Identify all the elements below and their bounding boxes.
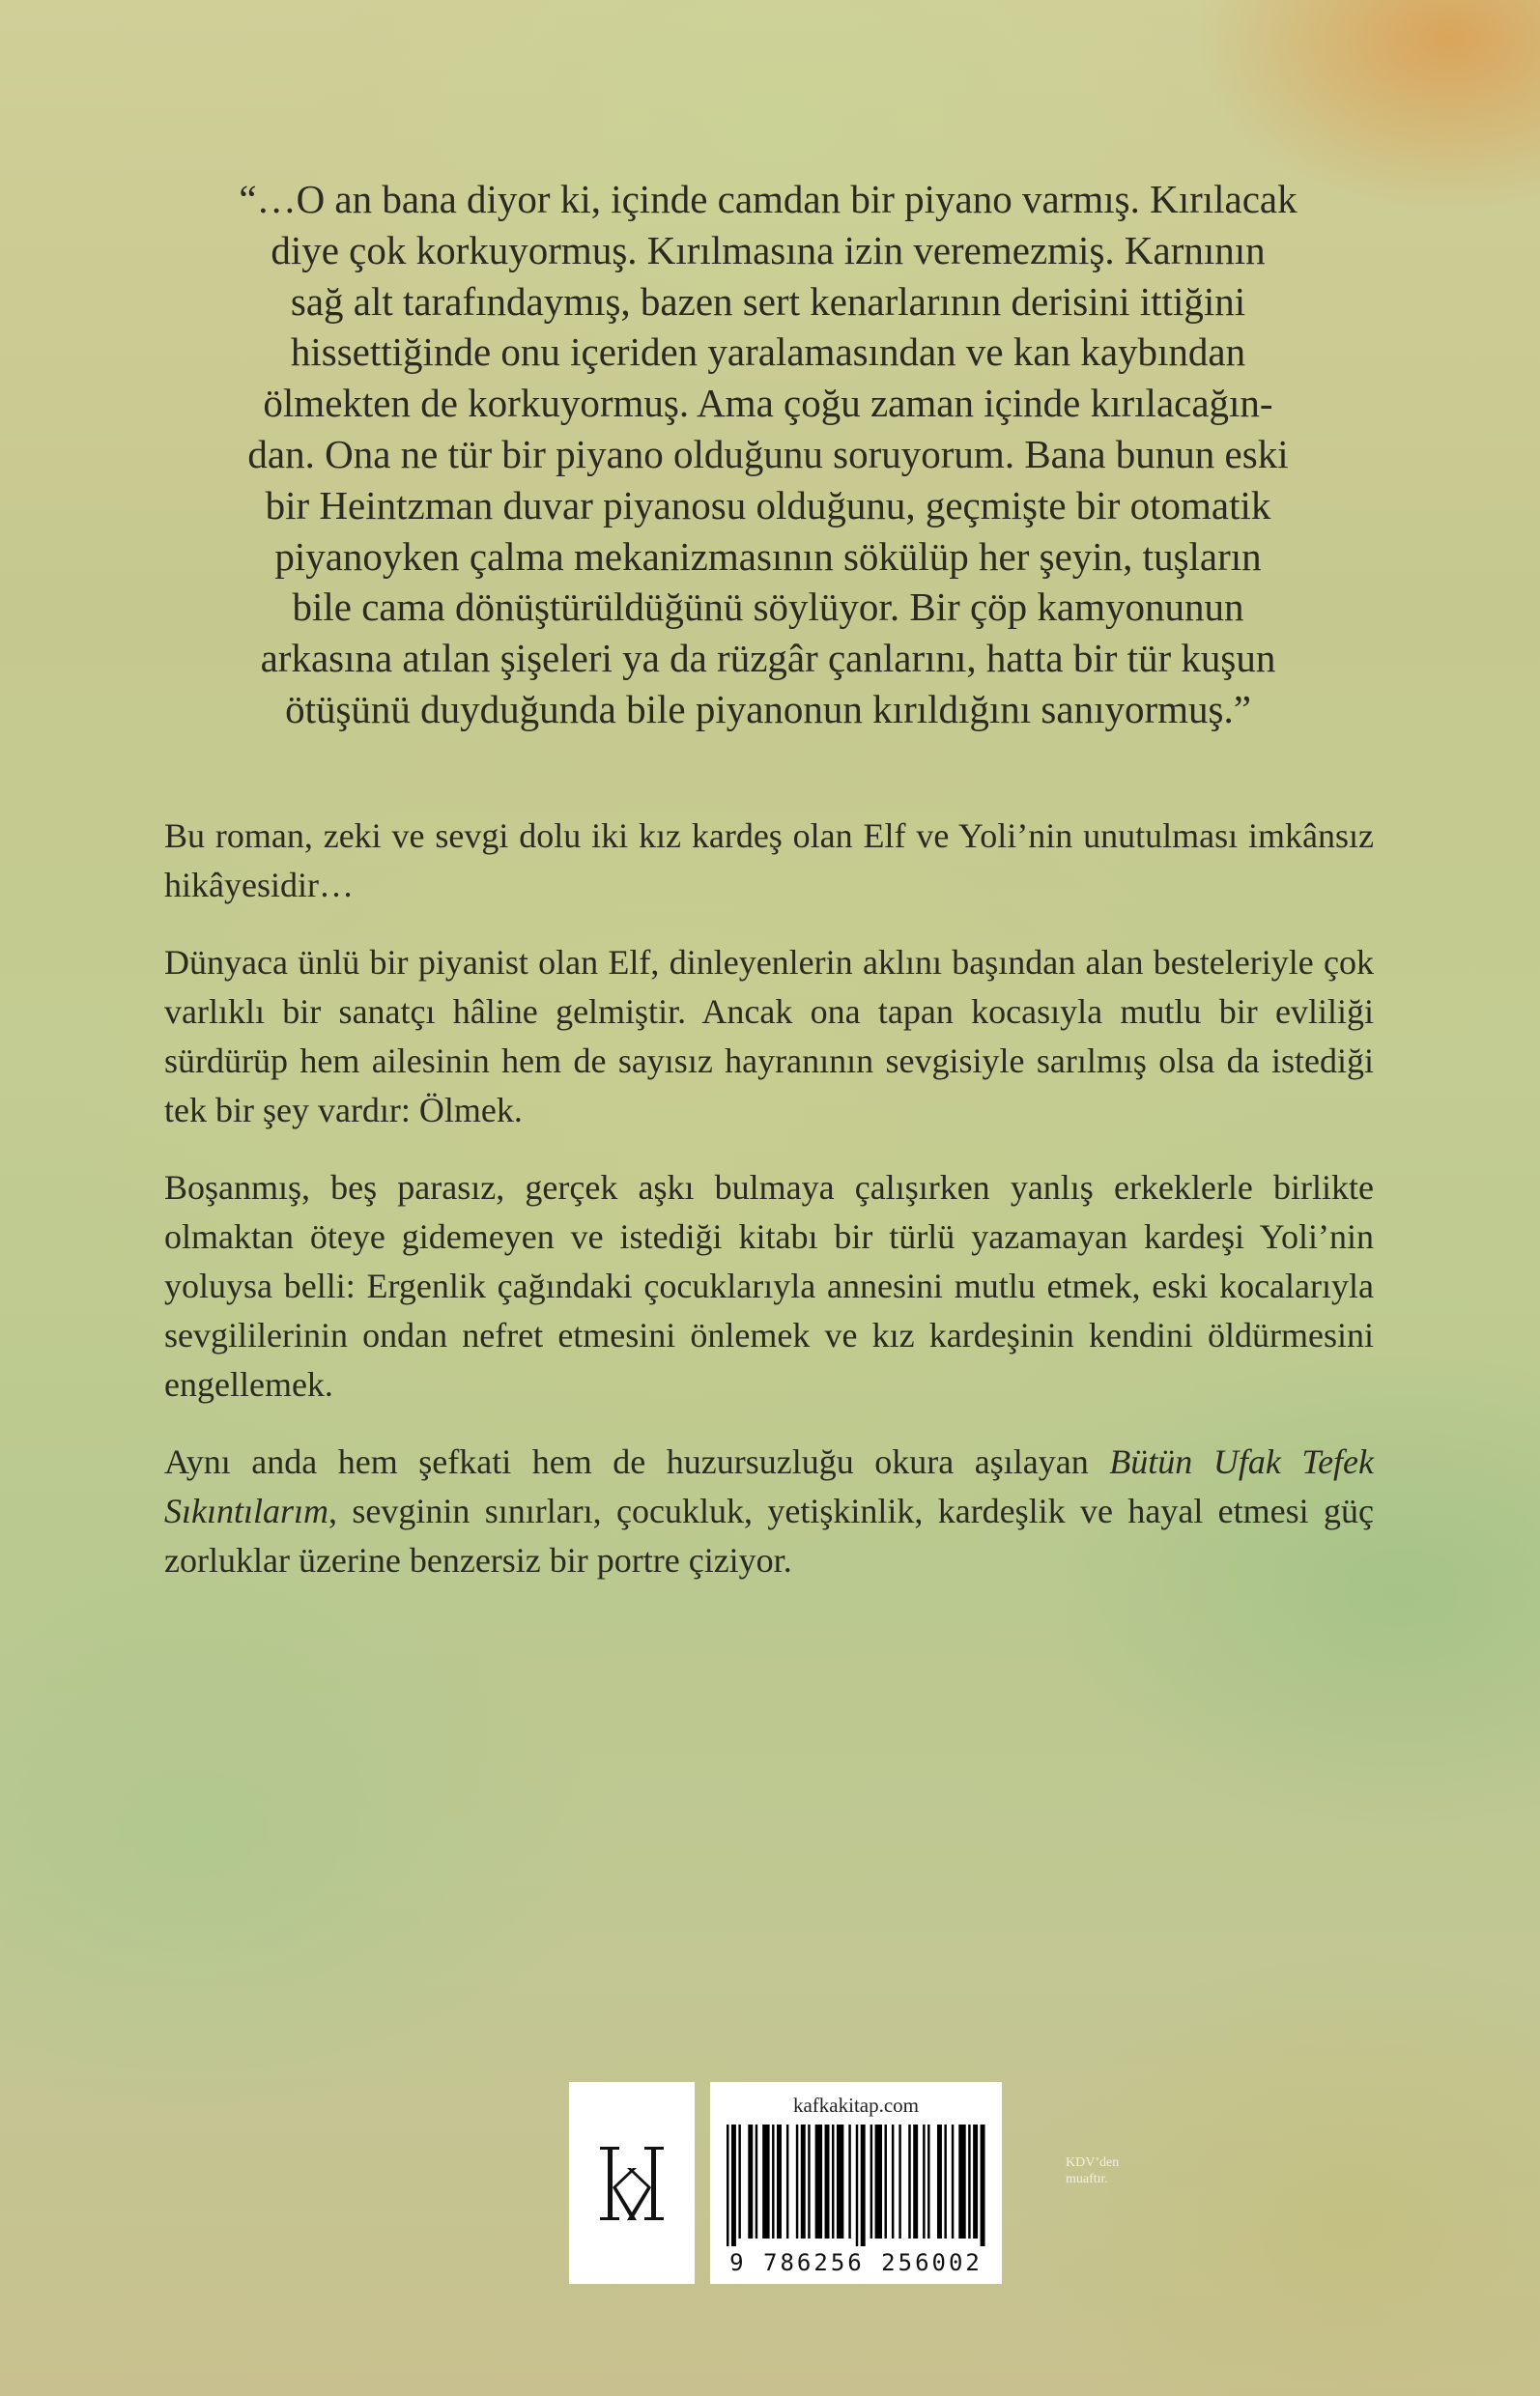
quote-line: diye çok korkuyormuş. Kırılmasına izin veremezmiş. Karnının [271, 227, 1266, 272]
barcode-bar [756, 2125, 757, 2239]
publisher-website: kafkakitap.com [792, 2094, 920, 2117]
barcode-bars [727, 2125, 987, 2246]
description-paragraph-4 [164, 1438, 1374, 1585]
quote-line: piyanoyken çalma mekanizmasının sökülüp her şeyin, tuşların [274, 533, 1262, 579]
barcode-bar [937, 2125, 942, 2239]
barcode-bar [825, 2125, 830, 2239]
barcode-bar [861, 2125, 866, 2246]
barcode-bar [856, 2125, 858, 2246]
quote-line: “…O an bana diyor ki, içinde camdan bir piyano varmış. Kırılacak [239, 177, 1298, 221]
barcode-box [710, 2082, 1002, 2284]
back-cover-quote [164, 174, 1372, 735]
paragraph-4-rest: , sevginin sınırları, çocukluk, yetişkinlik, kardeşlik ve hayal etmesi güç zorluklar üzerine benzersiz bir portre çiziyor. [164, 1492, 1374, 1580]
barcode-bar [772, 2125, 774, 2239]
description-paragraph-1: Bu roman, zeki ve sevgi dolu iki kız kardeş olan Elf ve Yoli’nin unutulması imkânsız hikâyesidir… [164, 816, 1374, 904]
barcode-bar [913, 2125, 918, 2239]
barcode-bar [952, 2125, 954, 2239]
isbn-number: 9 786256 256002 [729, 2249, 983, 2276]
barcode-bar [815, 2125, 822, 2239]
publisher-logo-box [569, 2082, 695, 2284]
quote-line: bile cama dönüştürüldüğünü söylüyor. Bir çöp kamyonunun [292, 585, 1244, 630]
barcode-bar [923, 2125, 925, 2239]
quote-line: bir Heintzman duvar piyanosu olduğunu, geçmişte bir otomatik [265, 482, 1271, 528]
quote-line: arkasına atılan şişeleri ya da rüzgâr çanlarını, hatta bir tür kuşun [260, 636, 1276, 681]
barcode-bar [738, 2125, 740, 2239]
barcode-bar [875, 2125, 882, 2239]
barcode-bar [898, 2125, 900, 2239]
kafka-kitap-logo-icon [590, 2139, 673, 2228]
quote-line: hissettiğinde onu içeriden yaralamasından ve kan kaybından [290, 329, 1246, 375]
barcode-bar [801, 2125, 806, 2239]
quote-line: sağ alt tarafındaymış, bazen sert kenarlarının derisini ittiğini [290, 278, 1246, 324]
barcode-bar [884, 2125, 886, 2239]
barcode-bar [777, 2125, 782, 2239]
barcode-bar [808, 2125, 810, 2239]
barcode-bar [848, 2125, 850, 2239]
barcode-bar [981, 2125, 985, 2246]
description-paragraph-3: Boşanmış, beş parasız, gerçek aşkı bulmaya çalışırken yanlış erkeklerle birlikte olmaktan öteye gidemeyen ve istediği kitabı bir türlü yazamayan kardeşi Yoli’nin yoluysa belli: Ergenlik çağındaki çocuklarıyla annesini mutlu etmek, eski kocalarıyla sevgililerinin ondan nefret etmesini önlemek ve kız kardeşinin kendini öldürmesini engellemek. [164, 1168, 1374, 1404]
quote-line: ölmekten de korkuyormuş. Ama çoğu zaman içinde kırılacağın- [263, 381, 1273, 426]
barcode-bar [762, 2125, 769, 2239]
book-title-italic: Bütün Ufak Tefek Sıkıntılarım [164, 1442, 1375, 1530]
barcode-bar [968, 2125, 970, 2239]
barcode-bar [973, 2125, 978, 2239]
quote-line: ötüşünü duyduğunda bile piyanonun kırıldığını sanıyormuş.” [285, 686, 1251, 731]
barcode-bar [731, 2125, 736, 2246]
tax-exempt-note: KDV’den muaftır. [1066, 2155, 1120, 2186]
quote-line: dan. Ona ne tür bir piyano olduğunu soruyorum. Bana bunun eski [247, 431, 1289, 476]
barcode-bar [796, 2125, 798, 2239]
barcode-bar [908, 2125, 910, 2239]
description-paragraph-2: Dünyaca ünlü bir piyanist olan Elf, dinleyenlerin aklını başından alan besteleriyle çok varlıklı bir sanatçı hâline gelmiştir. Ancak ona tapan kocasıyla mutlu bir evliliği sürdürüp hem ailesinin hem de sayısız hayranının sevgisiyle sarılmış olsa da istediği tek bir şey vardır: Ölmek. [164, 943, 1374, 1129]
barcode-bar [927, 2125, 929, 2239]
barcode-bar [786, 2125, 788, 2239]
barcode-bar [892, 2125, 894, 2239]
barcode-bar [748, 2125, 753, 2239]
barcode-bar [870, 2125, 872, 2239]
paragraph-4-intro: Aynı anda hem şefkati hem de huzursuzluğu okura aşılayan [164, 1442, 1110, 1481]
book-description [164, 812, 1374, 1613]
barcode-bar [837, 2125, 843, 2239]
barcode-bar [832, 2125, 834, 2239]
barcode-bar [727, 2125, 728, 2246]
barcode-bar [958, 2125, 965, 2239]
barcode-bar [944, 2125, 946, 2239]
